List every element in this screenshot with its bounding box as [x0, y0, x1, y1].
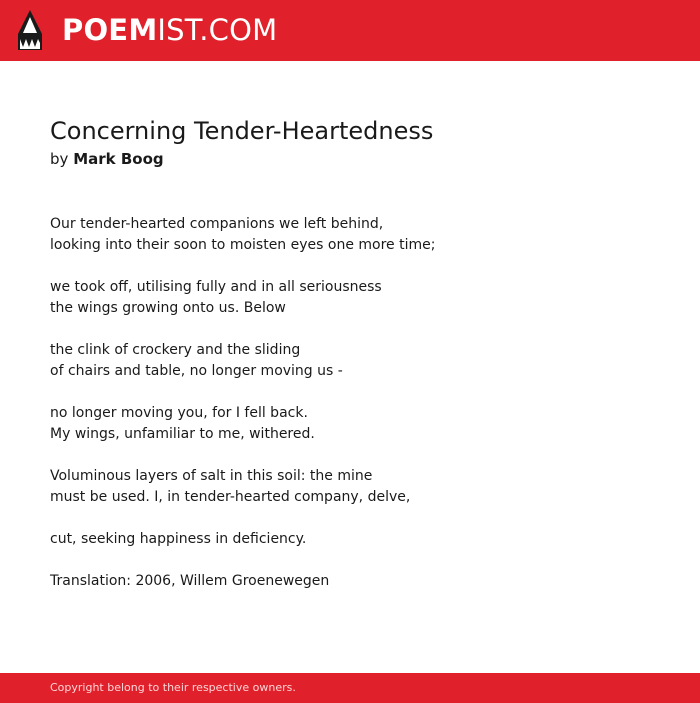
poem-stanza: [50, 214, 650, 256]
site-brand-link[interactable]: [62, 12, 277, 48]
poem-body: [50, 214, 650, 592]
poem-line: of chairs and table, no longer moving us -: [50, 363, 343, 379]
pencil-icon[interactable]: [16, 9, 44, 51]
site-header: [0, 0, 700, 61]
brand-light-text: IST.COM: [157, 13, 278, 47]
translation-note: [50, 571, 650, 592]
poem-byline: [50, 148, 650, 170]
poem-line: Our tender-hearted companions we left behind,: [50, 216, 384, 232]
translation-credit: Translation: 2006, Willem Groenewegen: [50, 573, 330, 589]
poem-author: Mark Boog: [73, 150, 164, 168]
poem-line: the wings growing onto us. Below: [50, 300, 286, 316]
poem-line: we took off, utilising fully and in all seriousness: [50, 279, 382, 295]
poem-line: the clink of crockery and the sliding: [50, 342, 301, 358]
poem-line: cut, seeking happiness in deficiency.: [50, 531, 307, 547]
poem-stanza: [50, 529, 650, 550]
poem-stanza: [50, 466, 650, 508]
poem-content: [50, 116, 650, 613]
by-label: by: [50, 150, 69, 168]
poem-line: Voluminous layers of salt in this soil: the mine: [50, 468, 373, 484]
poem-line: no longer moving you, for I fell back.: [50, 405, 308, 421]
poem-stanza: [50, 340, 650, 382]
poem-title: Concerning Tender-Heartedness: [50, 117, 434, 145]
poem-stanza: [50, 277, 650, 319]
copyright-text: Copyright belong to their respective owners.: [50, 681, 296, 694]
poem-line: must be used. I, in tender-hearted company, delve,: [50, 489, 411, 505]
poem-line: My wings, unfamiliar to me, withered.: [50, 426, 315, 442]
poem-line: looking into their soon to moisten eyes one more time;: [50, 237, 436, 253]
site-footer: [0, 673, 700, 703]
brand-bold-text: POEM: [62, 13, 158, 47]
poem-stanza: [50, 403, 650, 445]
